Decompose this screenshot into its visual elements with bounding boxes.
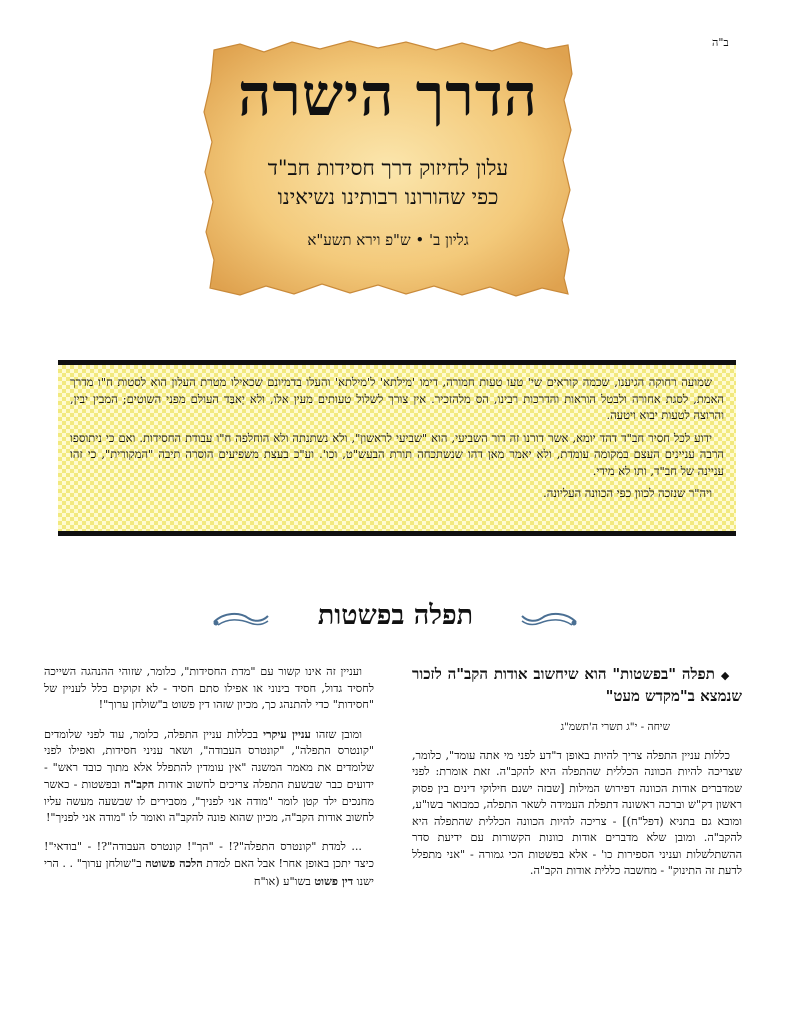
newsletter-subtitle-line2: כפי שהורונו רבותינו נשיאינו xyxy=(277,185,499,209)
text-run: ובפשטות - כאשר מחנכים ילד קטן לומר "מודה אני לפניך", מסבירים לו שבשעה מעשה עליו לחשוב אודות הקב"ה, מכיון שהוא פונה להקב"ה ואומר לו "מודה אני לפניך"! xyxy=(44,778,374,824)
article-source: שיחה - י"ג תשרי ה'תשמ"ג xyxy=(560,721,670,733)
article-headline xyxy=(412,664,742,707)
masthead-parchment xyxy=(200,38,576,300)
text-run: ... למדת "קונטרס התפלה"?! - "הך"! קונטרס העבודה"?! - "בודאי"! כיצד יתכן באופן אחר! אבל האם למדת xyxy=(44,839,374,870)
newsletter-subtitle-line1: עלון לחיזוק דרך חסידות חב"ד xyxy=(267,156,509,180)
bold-run: עניין עיקרי xyxy=(263,726,311,741)
bold-run: דין פשוט xyxy=(314,873,354,888)
intro-paragraph-1: שמועה רחוקה הגיענו, שכמה קוראים שי' טעו טעות חמורה, דימו 'מילתא' ל'מילתא' והעלו בדמיונם שכאילו מטרת העלון הוא לסטות ח"ו מדרך האמת, לסגת אחורה ולבטל הוראות והדרכות רבינו, הס מלהזכיר. אין צורך לשלול טעותים מעין אלו, ולא יְאבַּד העולם מפני השוטים; המבין יבין, והרוצה לטעות יבוא ויטעה. xyxy=(70,375,724,422)
diamond-bullet-icon: ◆ xyxy=(720,669,730,682)
text-run: בכללות עניין התפלה, כלומר, עוד לפני שלומדים "קונטרס התפלה", "קונטרס העבודה", ושאר עניני חסידות, ואפילו לפני שלומדים את מאמר המשנה "אין עומדין להתפלל אלא מתוך כובד ראש" - ידועים כבר שבשעת התפלה צריכים לחשוב אודות xyxy=(44,727,374,791)
article-headline-text: תפלה "בפשטות" הוא שיחשוב אודות הקב"ה לזכור שנמצא ב"מקדש מעט" xyxy=(412,665,742,705)
left-paragraph-3 xyxy=(44,839,374,891)
bold-run: הקב"ה xyxy=(124,777,155,791)
article-right-column xyxy=(412,664,742,892)
section-title: תפלה בפשטות xyxy=(317,600,474,631)
intro-paragraph-3: ויה"ר שנזכה לכוון כפי הכוונה העליונה. xyxy=(543,486,712,500)
newsletter-title: הדרך הישרה xyxy=(238,61,538,129)
article-left-column xyxy=(44,664,374,902)
bold-run: הלכה פשוטה xyxy=(145,856,203,870)
text-run: ומובן שזהו xyxy=(310,727,362,741)
text-run: בשו"ע (או"ח xyxy=(253,874,315,888)
article-body: כללות עניין התפלה צריך להיות באופן ד"דע לפני מי אתה עומד", כלומר, שצריכה להיות הכוונה הכללית שהתפלה היא להקב"ה. זאת אומרת: לפני שמדברים אודות הכוונה דפירוש המילות [שבזה ישנם חילוקי דינים בין פסוק ראשון דק"ש וברכה ראשונה דתפלת העמידה לשאר התפלה, כמבואר בשו"ע, ומובא גם בתניא (דפל"ח)] - צריכה להיות הכוונה הכללית שהתפלה היא להקב"ה. ומובן שלא מדברים אודות כוונות הקשורות עם ידיעת סדר ההשתלשלות ועניני הספירות כו' - אלא בפשטות הכי גמורה - "אני מתפלל לדעת זה התינוק" - מחשבה כללית אודות הקב"ה. xyxy=(412,748,742,877)
intro-paragraph-2: ידוע לכל חסיר חב"ד דהד יומא, אשר דורנו זה דור השביעי, הוא "שביעי לראשון", ולא נשתנתה ולא הוחלפה ח"ו עבודת החסידות. ואם כי ניתוספו הרבה עניינים העצם במקומה עומדת, ולא יאמר מאן דהו שנשתכחה תורת הבעש"ט, וכו'. וע"כ בעצת משפיעים הוסרה תיבה "המקורית", כי זהו עניינה של חב"ד, ותו לא מידי. xyxy=(70,430,724,478)
intro-notice-box xyxy=(58,360,736,536)
issue-label: גליון ב' • ש"פ וירא תשע"א xyxy=(307,231,469,249)
baruch-hashem-mark: ב"ה xyxy=(712,36,729,49)
text-run: ב"שולחן ערוך" . . הרי ישנו xyxy=(44,857,374,888)
left-paragraph-1: ועניין זה אינו קשור עם "מדת החסידות", כלומר, שזוהי ההנהגה השייכה לחסיד גדול, חסיד בינוני או אפילו סתם חסיד - לא זקוקים כלל לעניין של "חסידות" כדי להתנהג כך, מכיון שזהו דין פשוט ב"שולחן ערוך"! xyxy=(44,665,374,711)
left-paragraph-2 xyxy=(44,726,374,827)
scroll-ornament-right-icon xyxy=(518,608,580,630)
